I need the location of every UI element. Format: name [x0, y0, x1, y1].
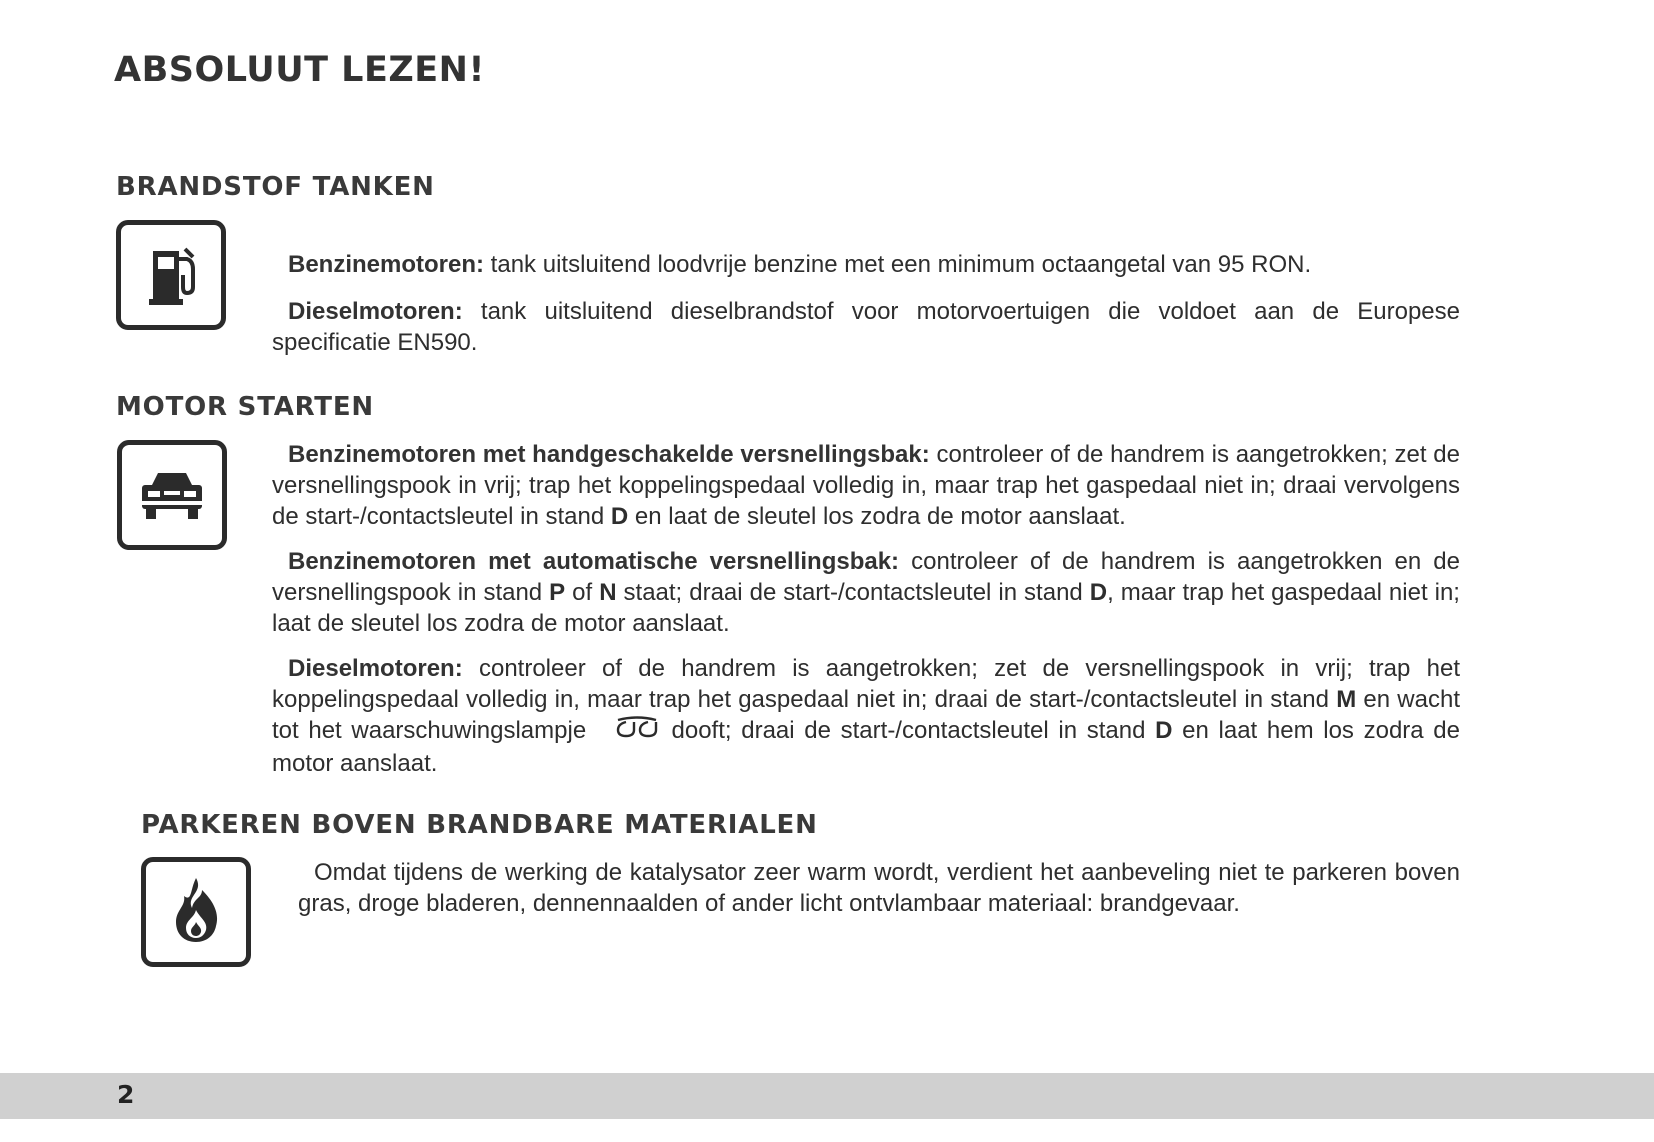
- key-position: M: [1336, 686, 1357, 713]
- body-text: controleer of de handrem is aangetrokken; zet de versnellingspook in vrij; trap het koppelingspedaal volledig in, maar trap het gaspedaal niet in; draai vervolgens de start-/contactsleutel in stand: [272, 441, 1460, 530]
- lead-text: Benzinemotoren:: [288, 251, 485, 278]
- body-text: controleer of de handrem is aangetrokken; zet de versnellingspook in vrij; trap het koppelingspedaal volledig in, maar trap het gaspedaal niet in; draai de start-/contactsleutel in stand: [272, 655, 1460, 713]
- fuel-paragraph-petrol: [272, 249, 1460, 280]
- footer-bar: [0, 1073, 1654, 1119]
- gear-position: P: [549, 579, 566, 606]
- section-heading-start: MOTOR STARTEN: [116, 392, 374, 422]
- body-text: dooft; draai de start-/contactsleutel in stand: [661, 717, 1156, 744]
- start-paragraph-manual: [272, 439, 1460, 532]
- fuel-paragraph-diesel: [272, 296, 1460, 358]
- section-heading-parking: PARKEREN BOVEN BRANDBARE MATERIALEN: [141, 810, 818, 840]
- body-text: en wacht tot het waarschuwingslampje: [272, 686, 1461, 744]
- car-front-icon: [117, 440, 227, 550]
- body-text: tank uitsluitend dieselbrandstof voor motorvoertuigen die voldoet aan de Europese specificatie EN590.: [272, 298, 1460, 356]
- parking-paragraph: [298, 857, 1460, 919]
- flame-icon: [141, 857, 251, 967]
- body-text: en laat hem los zodra de motor aanslaat.: [272, 717, 1461, 777]
- key-position: D: [1155, 717, 1173, 744]
- body-text: of: [565, 579, 600, 606]
- lead-text: Benzinemotoren met automatische versnellingsbak:: [288, 548, 900, 575]
- page-number: 2: [117, 1080, 135, 1109]
- fuel-pump-icon: [116, 220, 226, 330]
- key-position: D: [1089, 579, 1108, 606]
- body-text: controleer of de handrem is aangetrokken en de versnellingspook in stand: [272, 548, 1460, 606]
- body-text: , maar trap het gaspedaal niet in; laat de sleutel los zodra de motor aanslaat.: [272, 579, 1460, 637]
- body-text: tank uitsluitend loodvrije benzine met een minimum octaangetal van 95 RON.: [484, 251, 1312, 278]
- key-position: D: [610, 503, 629, 530]
- body-text: staat; draai de start-/contactsleutel in stand: [616, 579, 1090, 606]
- start-paragraph-diesel: [272, 653, 1460, 779]
- glow-plug-icon: [596, 716, 662, 748]
- body-text: Omdat tijdens de werking de katalysator zeer warm wordt, verdient het aanbeveling niet te parkeren boven gras, droge bladeren, dennennaalden of ander licht ontvlambaar materiaal: brandgevaar.: [298, 859, 1460, 917]
- lead-text: Dieselmotoren:: [288, 655, 463, 682]
- start-paragraph-automatic: [272, 546, 1460, 639]
- section-heading-fuel: BRANDSTOF TANKEN: [116, 172, 435, 202]
- page-title: ABSOLUUT LEZEN!: [114, 50, 485, 90]
- gear-position: N: [599, 579, 617, 606]
- lead-text: Dieselmotoren:: [288, 298, 463, 325]
- lead-text: Benzinemotoren met handgeschakelde versnellingsbak:: [288, 441, 930, 468]
- body-text: en laat de sleutel los zodra de motor aanslaat.: [628, 503, 1126, 530]
